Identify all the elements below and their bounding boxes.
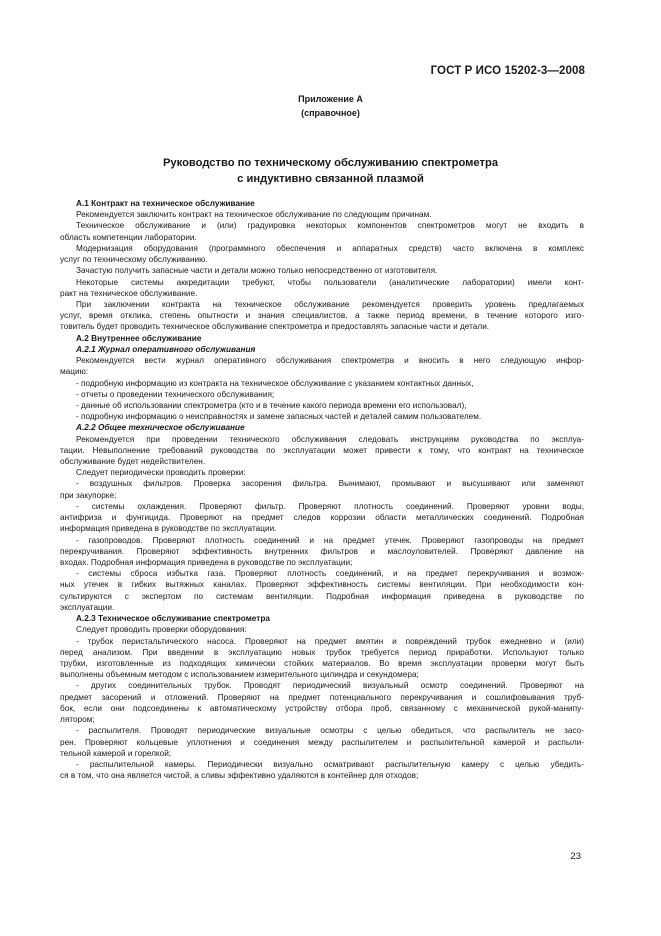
list-item: - распылителя. Проводят периодические визуальные осмотры с целью обедиться, что распылитель не засо-	[76, 726, 584, 736]
list-item-cont: бок, если они подсоединены к автоматическому устройству отбора проб, связанному с механической рукой-манипу-	[60, 703, 584, 713]
paragraph-line: услуг, время отклика, степень опытности и знания специалистов, а также период времени, в течение которого изго-	[60, 311, 584, 321]
list-item: - подробную информацию из контракта на техническое обслуживание с указанием контактных данных,	[76, 378, 474, 388]
annex-status: (справочное)	[301, 108, 360, 118]
list-item-cont: информация приведена в руководстве по эксплуатации.	[60, 524, 277, 534]
list-item-cont: перед анализом. При введении в эксплуатацию новых трубок требуется период приработки. Используют только	[60, 647, 584, 657]
paragraph-line: товитель будет проводить техническое обслуживание спектрометра и предоставлять запасные части и детали.	[60, 322, 490, 332]
paragraph-line: При заключении контракта на техническое обслуживание рекомендуется проверить уровень предлагаемых	[76, 299, 584, 309]
list-item: - воздушных фильтров. Проверка засорения фильтра. Вынимают, промывают и высушивают или заменяют	[76, 479, 584, 489]
paragraph-line: Следует проводить проверки оборудования:	[76, 625, 247, 635]
paragraph-line: Зачастую получить запасные части и детали можно только непосредственно от изготовителя.	[76, 266, 438, 276]
list-item: - данные об использовании спектрометра (кто и в течение какого периода времени его использовал),	[76, 400, 467, 410]
list-item-cont: выполнены объемным методом с использованием измерительного цилиндра и секундомера;	[60, 670, 419, 680]
list-item: - других соединительных трубок. Проводят периодический визуальный осмотр соединений. Проверяют на	[76, 681, 584, 691]
paragraph-line: область компетенции лаборатории.	[60, 232, 197, 242]
list-item-cont: ных утечек в гибких вытяжных каналах. Проверяют эффективность системы вентиляции. При необходимости кон-	[60, 580, 584, 590]
paragraph-line: Модернизация оборудования (программного обеспечения и аппаратных средств) часто включена в комплекс	[76, 243, 584, 253]
list-item-cont: сультируются с экспертом по системам вентиляции. Подробная информация приведена в руководстве по	[60, 591, 584, 601]
list-item: - системы охлаждения. Проверяют фильтр. Проверяют плотность соединений. Проверяют уровни воды,	[76, 501, 584, 511]
list-item-cont: эксплуатации.	[60, 602, 115, 612]
paragraph-line: тации. Невыполнение требований руководства по эксплуатации может привести к тому, что контракт на техническое	[60, 445, 584, 455]
list-item: - подробную информацию о неисправностях и замене запасных частей и деталей самим пользователем.	[76, 412, 482, 422]
list-item-cont: антифриза и фунгицида. Проверяют на предмет следов коррозии области металлических соединений. Подробная	[60, 513, 584, 523]
list-item-cont: рен. Проверяют кольцевые уплотнения и соединения между распылителем и распылительной камерой и распыли-	[60, 737, 584, 747]
list-item: - распылительной камеры. Периодически визуально осматривают распылительную камеру с целью убедить-	[76, 759, 584, 769]
paragraph-line: услуг по техническому обслуживанию.	[60, 255, 208, 265]
list-item-cont: лятором;	[60, 715, 95, 725]
subsection-heading-a22: А.2.2 Общее техническое обслуживание	[76, 423, 245, 433]
list-item: - трубок перистальтического насоса. Проверяют на предмет вмятин и повреждений трубок ежедневно и (или)	[76, 636, 584, 646]
paragraph-line: мацию:	[60, 367, 89, 377]
paragraph-line: ракт на техническое обслуживание.	[60, 288, 198, 298]
document-body	[60, 198, 584, 781]
list-item: - отчеты о проведении технического обслуживания;	[76, 389, 275, 399]
document-title-line-1: Руководство по техническому обслуживанию спектрометра	[162, 157, 499, 169]
list-item: - системы сброса избытка газа. Проверяют плотность соединений, и на предмет перекручивания и возмож-	[76, 569, 584, 579]
paragraph-line: Рекомендуется заключить контракт на техническое обслуживание по следующим причинам.	[76, 210, 432, 220]
list-item-cont: при закупорке;	[60, 490, 117, 500]
document-title-line-2: с индуктивно связанной плазмой	[237, 173, 424, 185]
paragraph-line: Некоторые системы аккредитации требуют, чтобы пользователи (аналитические лаборатории) имели конт-	[76, 277, 584, 287]
standard-designation: ГОСТ Р ИСО 15202-3—2008	[430, 65, 585, 77]
list-item-cont: ся в том, что она является чистой, а сливы эффективно удаляются в контейнер для отходов;	[60, 771, 419, 781]
paragraph-line: Рекомендуется вести журнал оперативного обслуживания спектрометра и вносить в него следующую инфор-	[76, 356, 584, 366]
section-heading-a1: А.1 Контракт на техническое обслуживание	[76, 199, 255, 208]
subsection-heading-a23: А.2.3 Техническое обслуживание спектрометра	[76, 614, 270, 624]
list-item: - газопроводов. Проверяют плотность соединений и на предмет утечек. Проверяют газопроводы на предмет	[76, 535, 584, 545]
list-item-cont: перекручивания. Проверяют эффективность внутренних фильтров и маслоуловителей. Проверяют давление на	[60, 546, 584, 556]
subsection-heading-a21: А.2.1 Журнал оперативного обслуживания	[76, 344, 256, 354]
page-number: 23	[570, 851, 581, 862]
section-heading-a2: А.2 Внутреннее обслуживание	[76, 333, 202, 343]
list-item-cont: тельной камерой и горелкой;	[60, 748, 172, 758]
paragraph-line: Следует периодически проводить проверки:	[76, 468, 246, 478]
paragraph-line: обслуживание будет недействителен.	[60, 457, 206, 467]
list-item-cont: входах. Подробная информация приведена в руководстве по эксплуатации;	[60, 558, 353, 567]
annex-title: Приложение А	[298, 94, 363, 104]
paragraph-line: Рекомендуется при проведении технического обслуживания следовать инструкциям руководства по эксплуа-	[76, 434, 584, 444]
list-item-cont: трубки, изготовленные из подходящих химически стойких материалов. Во время эксплуатации проверки могут быть	[60, 658, 584, 668]
list-item-cont: предмет засорений и отложений. Проверяют на предмет потенциального перекручивания и сошлифовывания труб-	[60, 692, 584, 702]
paragraph-line: Техническое обслуживание и (или) градуировка некоторых компонентов спектрометров могут не входить в	[76, 221, 584, 231]
